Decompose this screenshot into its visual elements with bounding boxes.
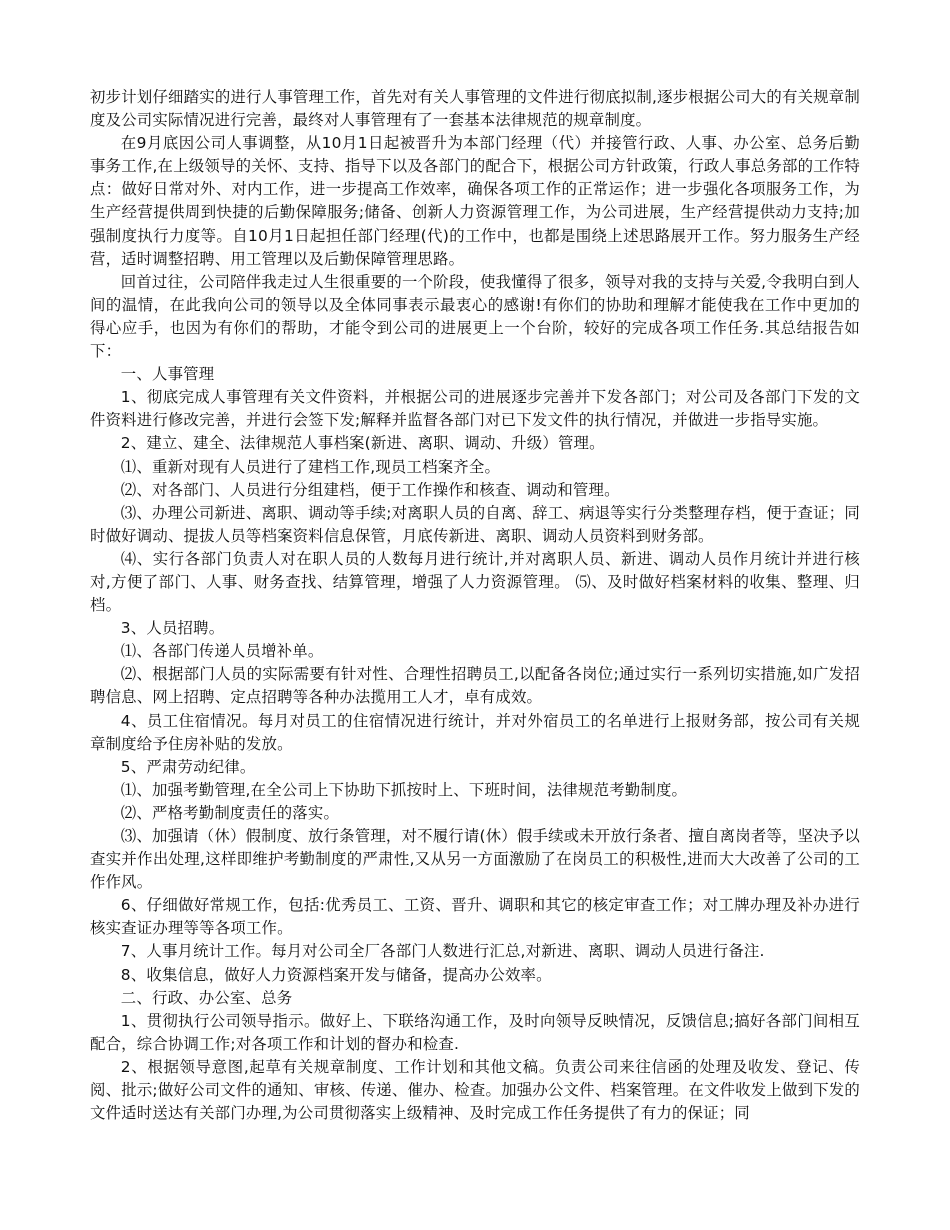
paragraph: 1、彻底完成人事管理有关文件资料，并根据公司的进展逐步完善并下发各部门；对公司及各部门下发的文件资料进行修改完善，并进行会签下发;解释并监督各部门对已下发文件的执行情况，并做进一步指导实施。 <box>90 388 860 430</box>
paragraph: 8、收集信息，做好人力资源档案开发与储备，提高办公效率。 <box>120 965 552 984</box>
paragraph: 初步计划仔细踏实的进行人事管理工作，首先对有关人事管理的文件进行彻底拟制,逐步根据公司大的有关规章制度及公司实际情况进行完善，最终对人事管理有了一套基本法律规范的规章制度。 <box>90 88 860 130</box>
paragraph: 6、仔细做好常规工作，包括:优秀员工、工资、晋升、调职和其它的核定审查工作；对工牌办理及补办进行核实查证办理等等各项工作。 <box>90 896 860 938</box>
paragraph: ⑶、办理公司新进、离职、调动等手续;对离职人员的自离、辞工、病退等实行分类整理存档，便于查证；同时做好调动、提拔人员等档案资料信息保管，月底传新进、离职、调动人员资料到财务部。 <box>90 503 860 545</box>
paragraph: 5、严肃劳动纪律。 <box>120 757 256 776</box>
paragraph: ⑶、加强请（休）假制度、放行条管理，对不履行请(休）假手续或未开放行条者、擅自离岗者等，坚决予以查实并作出处理,这样即维护考勤制度的严肃性,又从另一方面激励了在岗员工的积极性,进而大大改善了公司的工作作风。 <box>90 827 860 892</box>
paragraph: 3、人员招聘。 <box>120 619 225 638</box>
paragraph: 7、人事月统计工作。每月对公司全厂各部门人数进行汇总,对新进、离职、调动人员进行备注. <box>120 942 765 961</box>
paragraph: 2、根据领导意图,起草有关规章制度、工作计划和其他文稿。负责公司来往信函的处理及收发、登记、传阅、批示;做好公司文件的通知、审核、传递、催办、检查。加强办公文件、档案管理。在文件收发上做到下发的文件适时送达有关部门办理,为公司贯彻落实上级精神、及时完成工作任务提供了有力的保证；同 <box>90 1057 860 1123</box>
document-body <box>90 86 860 1125</box>
paragraph: ⑴、重新对现有人员进行了建档工作,现员工档案齐全。 <box>120 457 501 476</box>
paragraph: 1、贯彻执行公司领导指示。做好上、下联络沟通工作，及时向领导反映情况，反馈信息;搞好各部门间相互配合，综合协调工作;对各项工作和计划的督办和检查. <box>90 1011 860 1053</box>
paragraph: 2、建立、建全、法律规范人事档案(新进、离职、调动、升级）管理。 <box>120 434 605 453</box>
paragraph: ⑴、各部门传递人员增补单。 <box>120 642 324 661</box>
paragraph: 4、员工住宿情况。每月对员工的住宿情况进行统计，并对外宿员工的名单进行上报财务部，按公司有关规章制度给予住房补贴的发放。 <box>90 711 860 753</box>
paragraph: ⑵、对各部门、人员进行分组建档，便于工作操作和核查、调动和管理。 <box>120 480 620 499</box>
paragraph: ⑴、加强考勤管理,在全公司上下协助下抓按时上、下班时间，法律规范考勤制度。 <box>120 780 688 799</box>
section-heading: 二、行政、办公室、总务 <box>120 988 293 1007</box>
paragraph: 回首过往，公司陪伴我走过人生很重要的一个阶段，使我懂得了很多，领导对我的支持与关爱,令我明白到人间的温情，在此我向公司的领导以及全体同事表示最衷心的感谢!有你们的协助和理解才能使我在工作中更加的得心应手，也因为有你们的帮助，才能令到公司的进展更上一个台阶，较好的完成各项工作任务.其总结报告如下： <box>90 272 860 361</box>
section-heading: 一、人事管理 <box>120 365 215 384</box>
paragraph: 在9月底因公司人事调整，从10月1日起被晋升为本部门经理（代）并接管行政、人事、办公室、总务后勤事务工作,在上级领导的关怀、支持、指导下以及各部门的配合下，根据公司方针政策，行政人事总务部的工作特点：做好日常对外、对内工作，进一步提高工作效率，确保各项工作的正常运作；进一步强化各项服务工作，为生产经营提供周到快捷的后勤保障服务;储备、创新人力资源管理工作，为公司进展，生产经营提供动力支持;加强制度执行力度等。自10月1日起担任部门经理(代)的工作中，也都是围绕上述思路展开工作。努力服务生产经营，适时调整招聘、用工管理以及后勤保障管理思路。 <box>90 134 860 268</box>
paragraph: ⑵、根据部门人员的实际需要有针对性、合理性招聘员工,以配备各岗位;通过实行一系列切实措施,如广发招聘信息、网上招聘、定点招聘等各种办法揽用工人才，卓有成效。 <box>90 665 860 707</box>
paragraph: ⑵、严格考勤制度责任的落实。 <box>120 803 340 822</box>
paragraph: ⑷、实行各部门负责人对在职人员的人数每月进行统计,并对离职人员、新进、调动人员作月统计并进行核对,方便了部门、人事、财务查找、结算管理，增强了人力资源管理。 ⑸、及时做好档案材料的收集、整理、归档。 <box>90 549 860 615</box>
